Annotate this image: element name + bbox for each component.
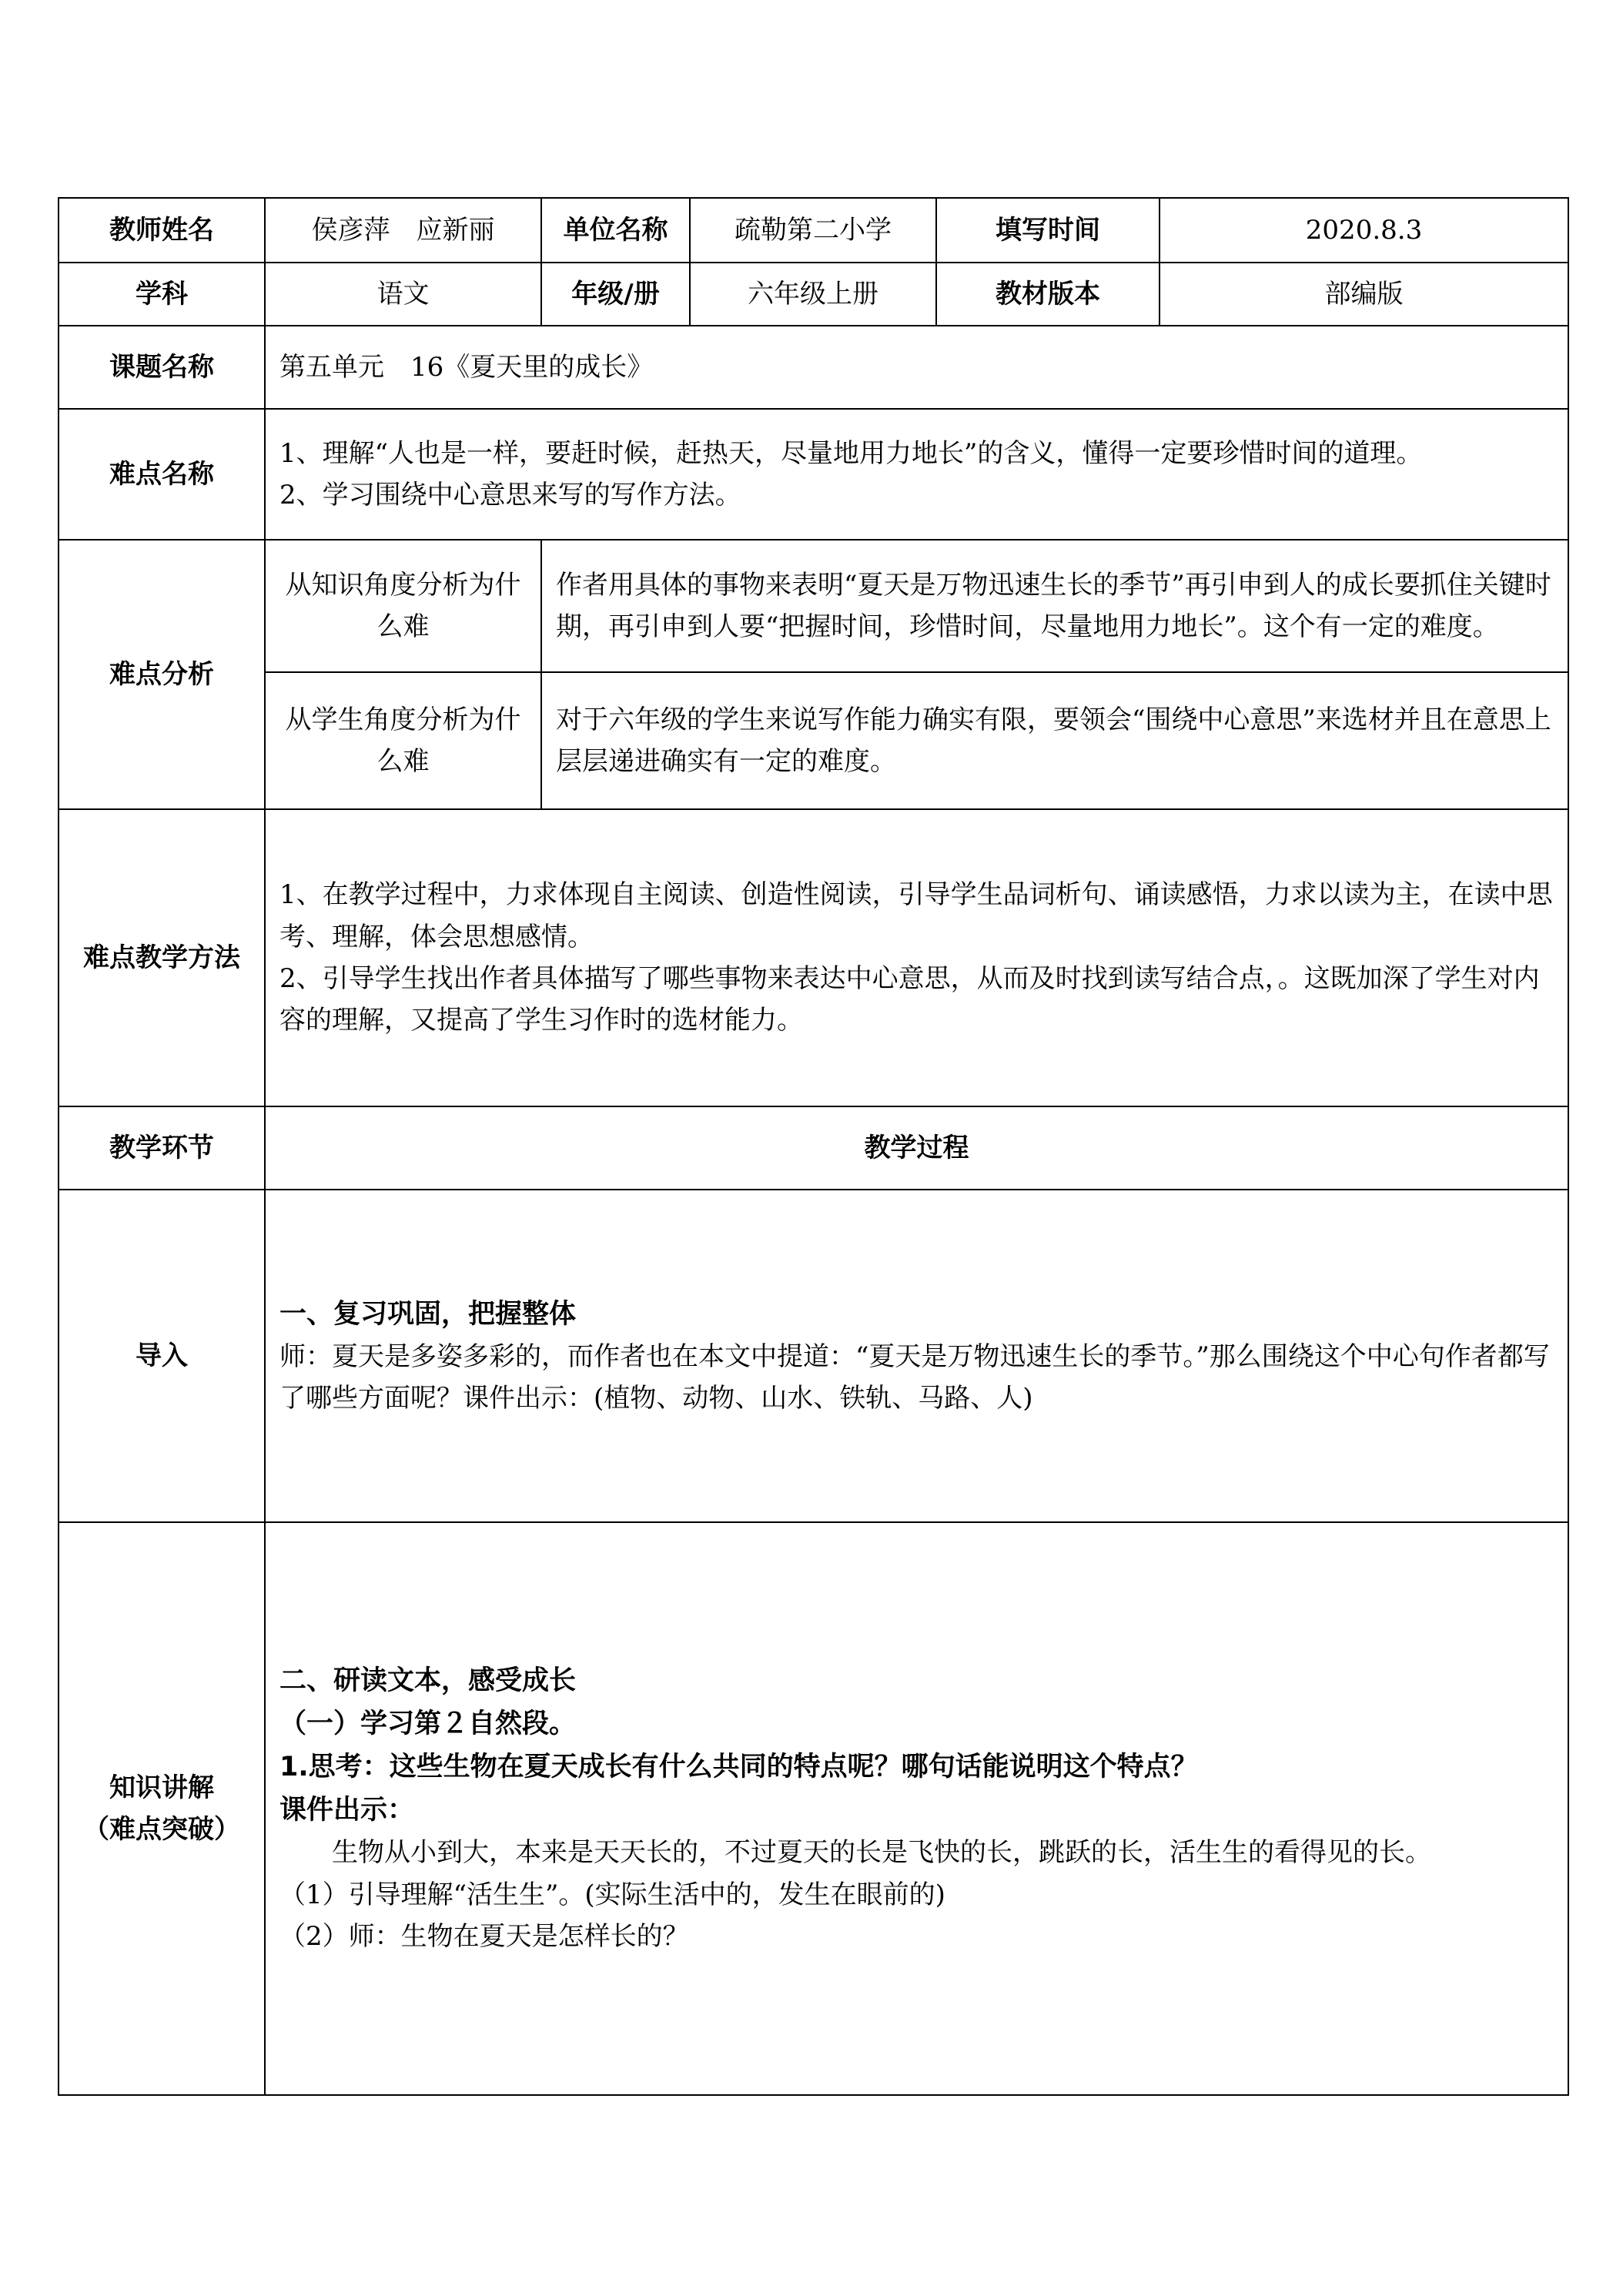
grade-label: 年级/册 xyxy=(541,263,690,326)
intro-content xyxy=(265,1190,1568,1522)
knowledge-angle-label: 从知识角度分析为什么难 xyxy=(265,540,541,672)
teacher-value: 侯彦萍 应新丽 xyxy=(265,198,541,263)
knowledge-question-1: 1.思考：这些生物在夏天成长有什么共同的特点呢？哪句话能说明这个特点？ xyxy=(279,1752,1198,1783)
knowledge-row xyxy=(59,1522,1568,2095)
difficulty-text xyxy=(265,409,1568,540)
knowledge-heading: 二、研读文本，感受成长 xyxy=(279,1665,577,1697)
subject-value: 语文 xyxy=(265,263,541,326)
student-angle-text: 对于六年级的学生来说写作能力确实有限，要领会“围绕中心意思”来选材并且在意思上层层递进确实有一定的难度。 xyxy=(541,672,1568,809)
difficulty-line-2: 2、学习围绕中心意思来写的写作方法。 xyxy=(279,480,741,510)
edition-label: 教材版本 xyxy=(936,263,1160,326)
knowledge-point-1: （1）引导理解“活生生”。(实际生活中的，发生在眼前的) xyxy=(279,1879,945,1910)
intro-heading: 一、复习巩固，把握整体 xyxy=(279,1298,577,1330)
edition-value: 部编版 xyxy=(1160,263,1568,326)
subject-label: 学科 xyxy=(59,263,265,326)
topic-row xyxy=(59,326,1568,409)
unit-label: 单位名称 xyxy=(541,198,690,263)
lesson-plan-table xyxy=(58,197,1569,2096)
method-line-2: 2、引导学生找出作者具体描写了哪些事物来表达中心意思，从而及时找到读写结合点，。这既加深了学生对内容的理解，又提高了学生习作时的选材能力。 xyxy=(279,963,1540,1036)
analysis-row-knowledge xyxy=(59,540,1568,672)
intro-text: 师：夏天是多姿多彩的，而作者也在本文中提道：“夏天是万物迅速生长的季节。”那么围绕这个中心句作者都写了哪些方面呢？课件出示：(植物、动物、山水、铁轨、马路、人) xyxy=(279,1340,1550,1414)
knowledge-quote: 生物从小到大，本来是天天长的，不过夏天的长是飞快的长，跳跃的长，活生生的看得见的长。 xyxy=(332,1837,1431,1869)
header-row-2 xyxy=(59,263,1568,326)
difficulty-row xyxy=(59,409,1568,540)
intro-label: 导入 xyxy=(59,1190,265,1522)
process-header-row xyxy=(59,1106,1568,1190)
knowledge-label-line-2: （难点突破） xyxy=(83,1814,240,1845)
method-line-1: 1、在教学过程中，力求体现自主阅读、创造性阅读，引导学生品词析句、诵读感悟，力求以读为主，在读中思考、理解，体会思想感情。 xyxy=(279,879,1553,952)
method-row xyxy=(59,809,1568,1106)
analysis-row-student xyxy=(59,672,1568,809)
difficulty-line-1: 1、理解“人也是一样，要赶时候，赶热天，尽量地用力地长”的含义，懂得一定要珍惜时间的道理。 xyxy=(279,437,1423,469)
header-row-1 xyxy=(59,198,1568,263)
method-text xyxy=(265,809,1568,1106)
grade-value: 六年级上册 xyxy=(690,263,936,326)
knowledge-courseware-label: 课件出示： xyxy=(279,1795,415,1826)
intro-row xyxy=(59,1190,1568,1522)
knowledge-content xyxy=(265,1522,1568,2095)
segment-header: 教学环节 xyxy=(59,1106,265,1190)
difficulty-label: 难点名称 xyxy=(59,409,265,540)
unit-value: 疏勒第二小学 xyxy=(690,198,936,263)
knowledge-subheading: （一）学习第２自然段。 xyxy=(279,1709,577,1740)
lesson-plan-page xyxy=(58,197,1568,2096)
knowledge-label-line-1: 知识讲解 xyxy=(109,1772,214,1803)
method-label: 难点教学方法 xyxy=(59,809,265,1106)
teacher-label: 教师姓名 xyxy=(59,198,265,263)
knowledge-angle-text: 作者用具体的事物来表明“夏天是万物迅速生长的季节”再引申到人的成长要抓住关键时期，再引申到人要“把握时间，珍惜时间，尽量地用力地长”。这个有一定的难度。 xyxy=(541,540,1568,672)
knowledge-label xyxy=(59,1522,265,2095)
topic-value: 第五单元 16《夏天里的成长》 xyxy=(265,326,1568,409)
process-header: 教学过程 xyxy=(265,1106,1568,1190)
knowledge-point-2: （2）师：生物在夏天是怎样长的？ xyxy=(279,1921,689,1953)
date-label: 填写时间 xyxy=(936,198,1160,263)
topic-label: 课题名称 xyxy=(59,326,265,409)
date-value: 2020.8.3 xyxy=(1160,198,1568,263)
student-angle-label: 从学生角度分析为什么难 xyxy=(265,672,541,809)
analysis-label: 难点分析 xyxy=(59,540,265,809)
